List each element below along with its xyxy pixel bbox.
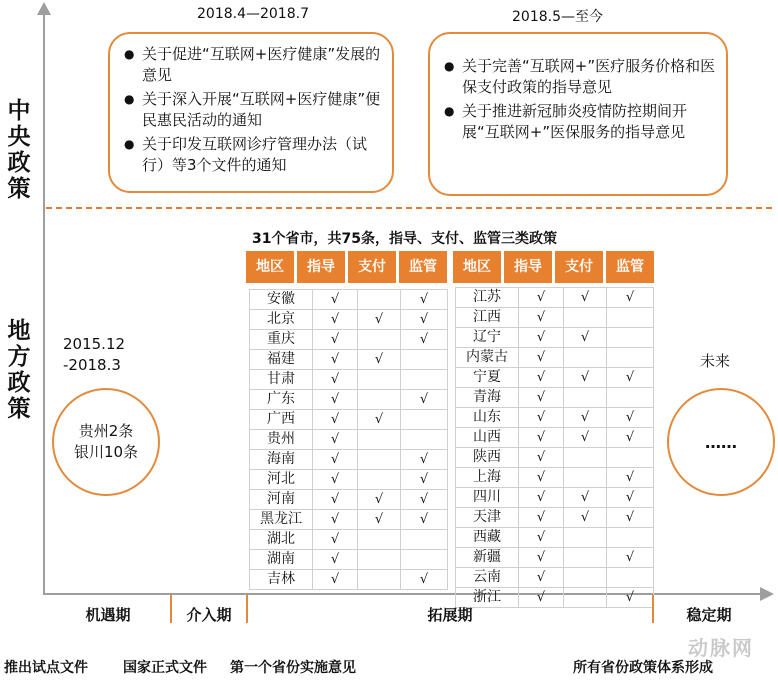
left-reg-cell: √ xyxy=(401,570,448,590)
left-reg-cell xyxy=(401,550,448,570)
left-region-cell: 广东 xyxy=(250,390,313,410)
left-reg-cell: √ xyxy=(401,290,448,310)
milestone-pilot: 推出试点文件 xyxy=(4,660,88,676)
right-pay-cell xyxy=(564,348,607,368)
policy-table-left xyxy=(249,289,448,590)
table-header-0: 地区 xyxy=(246,251,297,283)
left-reg-cell: √ xyxy=(401,510,448,530)
table-row xyxy=(456,488,654,508)
left-pay-cell: √ xyxy=(358,490,401,510)
right-pay-cell: √ xyxy=(564,428,607,448)
left-region-cell: 湖南 xyxy=(250,550,313,570)
central-period-1: 2018.4—2018.7 xyxy=(197,6,309,22)
right-guide-cell: √ xyxy=(519,468,564,488)
left-reg-cell xyxy=(401,530,448,550)
local-policy-label-text xyxy=(4,318,34,422)
right-reg-cell: √ xyxy=(607,468,654,488)
milestone-all-provinces: 所有省份政策体系形成 xyxy=(573,660,713,676)
left-guide-cell: √ xyxy=(313,490,358,510)
table-header-row xyxy=(246,251,657,283)
table-header-1: 指导 xyxy=(297,251,348,283)
right-reg-cell xyxy=(607,528,654,548)
right-pay-cell: √ xyxy=(564,368,607,388)
right-guide-cell: √ xyxy=(519,368,564,388)
right-guide-cell: √ xyxy=(519,388,564,408)
left-reg-cell xyxy=(401,410,448,430)
table-row xyxy=(456,328,654,348)
table-title: 31个省市，共75条，指导、支付、监管三类政策 xyxy=(252,231,557,247)
right-reg-cell xyxy=(607,348,654,368)
central-policy-2-item-1: ● 关于推进新冠肺炎疫情防控期间开展“互联网+”医保服务的指导意见 xyxy=(444,101,718,143)
left-guide-cell: √ xyxy=(313,430,358,450)
left-pay-cell xyxy=(358,290,401,310)
left-region-cell: 海南 xyxy=(250,450,313,470)
table-row xyxy=(250,570,448,590)
left-region-cell: 重庆 xyxy=(250,330,313,350)
phase-intervention: 介入期 xyxy=(186,606,232,624)
left-guide-cell: √ xyxy=(313,510,358,530)
left-pay-cell xyxy=(358,570,401,590)
table-row xyxy=(250,330,448,350)
left-region-cell: 北京 xyxy=(250,310,313,330)
table-row xyxy=(456,368,654,388)
left-pay-cell xyxy=(358,370,401,390)
left-guide-cell: √ xyxy=(313,370,358,390)
right-guide-cell: √ xyxy=(519,408,564,428)
table-row xyxy=(250,410,448,430)
table-row xyxy=(250,490,448,510)
left-guide-cell: √ xyxy=(313,310,358,330)
right-reg-cell: √ xyxy=(607,548,654,568)
watermark-logo: 动脉网 xyxy=(688,636,754,660)
right-reg-cell: √ xyxy=(607,508,654,528)
future-ellipsis: …… xyxy=(705,432,737,452)
left-reg-cell xyxy=(401,370,448,390)
left-reg-cell: √ xyxy=(401,310,448,330)
left-pay-cell: √ xyxy=(358,310,401,330)
right-pay-cell: √ xyxy=(564,328,607,348)
pilot-cities-circle xyxy=(52,388,160,496)
right-region-cell: 江西 xyxy=(456,308,519,328)
central-policy-bubble-1 xyxy=(108,32,394,193)
right-pay-cell: √ xyxy=(564,508,607,528)
table-row xyxy=(250,530,448,550)
table-row xyxy=(456,308,654,328)
left-reg-cell: √ xyxy=(401,330,448,350)
right-guide-cell: √ xyxy=(519,568,564,588)
table-header-7: 监管 xyxy=(606,251,657,283)
right-guide-cell: √ xyxy=(519,448,564,468)
local-label-char-1: 方 xyxy=(7,344,31,370)
right-guide-cell: √ xyxy=(519,588,564,608)
left-region-cell: 福建 xyxy=(250,350,313,370)
table-row xyxy=(456,508,654,528)
central-period-2: 2018.5—至今 xyxy=(512,9,603,25)
left-region-cell: 河北 xyxy=(250,470,313,490)
central-policy-2-item-0: ● 关于完善“互联网+”医疗服务价格和医保支付政策的指导意见 xyxy=(444,56,718,98)
right-reg-cell: √ xyxy=(607,368,654,388)
right-region-cell: 四川 xyxy=(456,488,519,508)
table-row xyxy=(456,428,654,448)
right-region-cell: 天津 xyxy=(456,508,519,528)
table-row xyxy=(456,548,654,568)
right-pay-cell: √ xyxy=(564,408,607,428)
central-policy-bubble-2 xyxy=(428,32,728,196)
right-pay-cell xyxy=(564,548,607,568)
right-reg-cell xyxy=(607,448,654,468)
table-row xyxy=(456,448,654,468)
left-reg-cell: √ xyxy=(401,490,448,510)
left-guide-cell: √ xyxy=(313,390,358,410)
right-guide-cell: √ xyxy=(519,428,564,448)
table-row xyxy=(250,370,448,390)
central-policy-1-item-1: ● 关于深入开展“互联网+医疗健康”便民惠民活动的通知 xyxy=(124,89,384,131)
left-region-cell: 贵州 xyxy=(250,430,313,450)
left-pay-cell xyxy=(358,550,401,570)
right-reg-cell: √ xyxy=(607,588,654,608)
right-pay-cell xyxy=(564,308,607,328)
right-guide-cell: √ xyxy=(519,548,564,568)
right-region-cell: 西藏 xyxy=(456,528,519,548)
central-label-char-3: 策 xyxy=(7,176,31,202)
left-guide-cell: √ xyxy=(313,290,358,310)
right-region-cell: 江苏 xyxy=(456,288,519,308)
local-early-period: 2015.12 -2018.3 xyxy=(63,335,126,374)
left-region-cell: 广西 xyxy=(250,410,313,430)
left-reg-cell xyxy=(401,430,448,450)
right-region-cell: 辽宁 xyxy=(456,328,519,348)
right-reg-cell: √ xyxy=(607,408,654,428)
table-header-6: 支付 xyxy=(555,251,606,283)
right-guide-cell: √ xyxy=(519,328,564,348)
left-pay-cell xyxy=(358,430,401,450)
table-header-2: 支付 xyxy=(348,251,399,283)
local-label-char-2: 政 xyxy=(7,370,31,396)
left-guide-cell: √ xyxy=(313,330,358,350)
right-reg-cell xyxy=(607,328,654,348)
table-row xyxy=(456,388,654,408)
central-policy-list-2 xyxy=(444,56,718,143)
right-region-cell: 宁夏 xyxy=(456,368,519,388)
policy-table-right xyxy=(455,287,654,608)
left-pay-cell xyxy=(358,390,401,410)
phase-expansion: 拓展期 xyxy=(427,606,473,624)
central-policy-label-text xyxy=(4,98,34,202)
left-guide-cell: √ xyxy=(313,470,358,490)
y-axis xyxy=(43,14,45,594)
left-pay-cell: √ xyxy=(358,510,401,530)
right-region-cell: 云南 xyxy=(456,568,519,588)
right-guide-cell: √ xyxy=(519,308,564,328)
left-reg-cell: √ xyxy=(401,450,448,470)
right-reg-cell xyxy=(607,568,654,588)
left-reg-cell: √ xyxy=(401,390,448,410)
left-guide-cell: √ xyxy=(313,550,358,570)
central-policy-label xyxy=(4,98,34,202)
right-guide-cell: √ xyxy=(519,528,564,548)
table-row xyxy=(250,430,448,450)
right-pay-cell xyxy=(564,568,607,588)
left-pay-cell xyxy=(358,530,401,550)
right-region-cell: 浙江 xyxy=(456,588,519,608)
local-policy-label xyxy=(4,318,34,422)
right-reg-cell: √ xyxy=(607,488,654,508)
x-axis-arrow xyxy=(760,587,774,601)
table-row xyxy=(456,528,654,548)
central-policy-1-item-2: ● 关于印发互联网诊疗管理办法（试行）等3个文件的通知 xyxy=(124,134,384,176)
right-region-cell: 上海 xyxy=(456,468,519,488)
right-pay-cell: √ xyxy=(564,288,607,308)
left-guide-cell: √ xyxy=(313,530,358,550)
local-label-char-3: 策 xyxy=(7,396,31,422)
table-row xyxy=(250,290,448,310)
phase-stable: 稳定期 xyxy=(686,606,732,624)
pilot-city-guizhou: 贵州2条 xyxy=(78,422,134,440)
table-row xyxy=(250,450,448,470)
right-pay-cell xyxy=(564,388,607,408)
left-pay-cell: √ xyxy=(358,410,401,430)
right-region-cell: 山西 xyxy=(456,428,519,448)
left-region-cell: 黑龙江 xyxy=(250,510,313,530)
right-reg-cell xyxy=(607,388,654,408)
table-row xyxy=(250,310,448,330)
left-guide-cell: √ xyxy=(313,570,358,590)
central-local-separator xyxy=(46,207,772,209)
table-row xyxy=(456,408,654,428)
right-region-cell: 内蒙古 xyxy=(456,348,519,368)
left-guide-cell: √ xyxy=(313,350,358,370)
table-row xyxy=(250,390,448,410)
table-row xyxy=(250,550,448,570)
right-pay-cell xyxy=(564,448,607,468)
left-region-cell: 甘肃 xyxy=(250,370,313,390)
milestone-first-province: 第一个省份实施意见 xyxy=(230,660,356,676)
left-pay-cell xyxy=(358,330,401,350)
right-region-cell: 陕西 xyxy=(456,448,519,468)
table-header-4: 地区 xyxy=(453,251,504,283)
left-pay-cell xyxy=(358,450,401,470)
table-row xyxy=(456,348,654,368)
right-reg-cell: √ xyxy=(607,288,654,308)
table-row xyxy=(250,510,448,530)
left-region-cell: 湖北 xyxy=(250,530,313,550)
central-policy-1-item-0: ● 关于促进“互联网+医疗健康”发展的意见 xyxy=(124,44,384,86)
right-guide-cell: √ xyxy=(519,508,564,528)
milestone-national: 国家正式文件 xyxy=(123,660,207,676)
pilot-city-yinchuan: 银川10条 xyxy=(73,443,139,461)
right-reg-cell xyxy=(607,308,654,328)
left-region-cell: 吉林 xyxy=(250,570,313,590)
table-header-3: 监管 xyxy=(399,251,450,283)
left-guide-cell: √ xyxy=(313,450,358,470)
right-reg-cell: √ xyxy=(607,428,654,448)
table-row xyxy=(250,350,448,370)
left-reg-cell xyxy=(401,350,448,370)
left-reg-cell: √ xyxy=(401,470,448,490)
right-region-cell: 山东 xyxy=(456,408,519,428)
table-row xyxy=(456,568,654,588)
right-region-cell: 青海 xyxy=(456,388,519,408)
left-pay-cell xyxy=(358,470,401,490)
table-row xyxy=(250,470,448,490)
right-pay-cell xyxy=(564,528,607,548)
right-guide-cell: √ xyxy=(519,288,564,308)
table-row xyxy=(456,468,654,488)
future-label: 未来 xyxy=(700,352,731,370)
central-policy-list-1 xyxy=(124,44,384,176)
left-region-cell: 安徽 xyxy=(250,290,313,310)
right-guide-cell: √ xyxy=(519,348,564,368)
right-region-cell: 新疆 xyxy=(456,548,519,568)
right-guide-cell: √ xyxy=(519,488,564,508)
right-pay-cell xyxy=(564,468,607,488)
central-label-char-1: 央 xyxy=(7,124,31,150)
table-header-5: 指导 xyxy=(504,251,555,283)
table-row xyxy=(456,288,654,308)
central-label-char-0: 中 xyxy=(7,98,31,124)
local-label-char-0: 地 xyxy=(7,318,31,344)
left-pay-cell: √ xyxy=(358,350,401,370)
future-circle xyxy=(667,388,775,496)
left-guide-cell: √ xyxy=(313,410,358,430)
right-pay-cell: √ xyxy=(564,488,607,508)
phase-opportunity: 机遇期 xyxy=(85,606,131,624)
left-region-cell: 河南 xyxy=(250,490,313,510)
central-label-char-2: 政 xyxy=(7,150,31,176)
